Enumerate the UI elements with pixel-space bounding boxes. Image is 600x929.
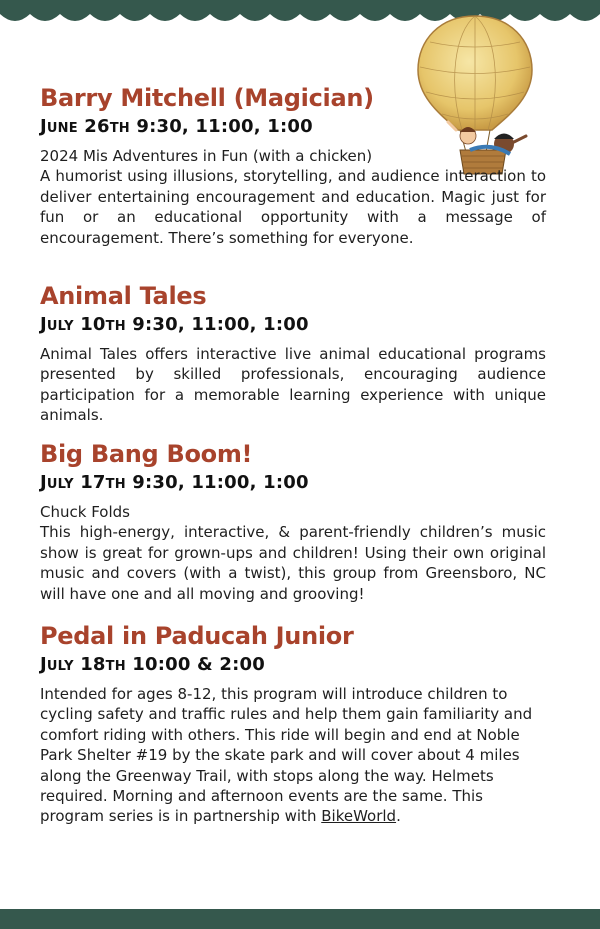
event-animal-tales <box>40 282 546 426</box>
event-date: July 17th 9:30, 11:00, 1:00 <box>40 472 309 493</box>
event-description: A humorist using illusions, storytelling, and audience interaction to deliver entertaining encouragement and education. Magic just for fun or an educational opportunity with a message of encouragement. There’s something for everyone. <box>40 167 546 247</box>
event-description <box>40 684 546 827</box>
event-big-bang-boom <box>40 440 546 604</box>
event-title: Pedal in Paducah Junior <box>40 622 354 650</box>
event-pedal-in-paducah <box>40 622 546 827</box>
event-date: July 10th 9:30, 11:00, 1:00 <box>40 314 309 335</box>
event-title: Animal Tales <box>40 282 207 310</box>
event-subtitle: 2024 Mis Adventures in Fun (with a chicken) <box>40 147 373 165</box>
bottom-border-band <box>0 909 600 929</box>
event-barry-mitchell <box>40 84 546 248</box>
event-subtitle: Chuck Folds <box>40 503 130 521</box>
bikeworld-link[interactable]: BikeWorld <box>321 807 397 826</box>
event-description-text: Intended for ages 8-12, this program will introduce children to cycling safety and traffic rules and help them gain familiarity and comfort riding with others. This ride will begin and end at Noble Park Shelter #19 by the skate park and will cover about 4 miles along the Greenway Trail, with stops along the way. Helmets required. Morning and afternoon events are the same. This program series is in partnership with <box>40 685 533 826</box>
event-title: Big Bang Boom! <box>40 440 253 468</box>
end-punctuation: . <box>396 807 401 826</box>
event-date: July 18th 10:00 & 2:00 <box>40 654 265 675</box>
event-description: Animal Tales offers interactive live animal educational programs presented by skilled professionals, encouraging audience participation for a memorable learning experience with unique animals. <box>40 345 546 425</box>
event-title: Barry Mitchell (Magician) <box>40 84 374 112</box>
event-date: June 26th 9:30, 11:00, 1:00 <box>40 116 313 137</box>
event-description: This high-energy, interactive, & parent-friendly children’s music show is great for grown-ups and children! Using their own original music and covers (with a twist), this group from Greensboro, NC will have one and all moving and grooving! <box>40 523 546 603</box>
